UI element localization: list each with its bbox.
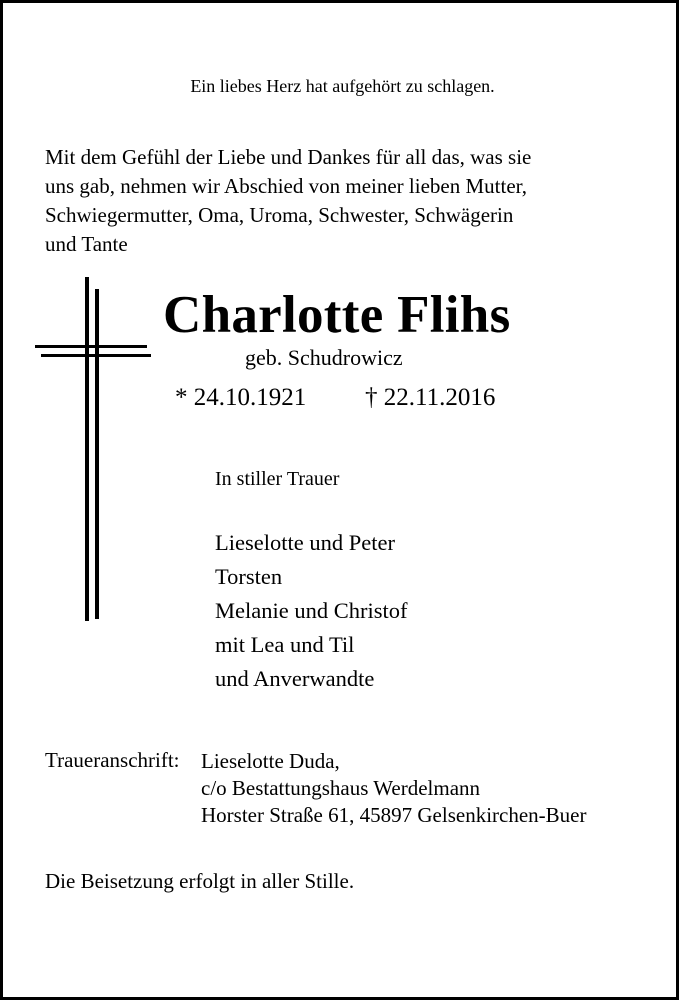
- address-block: [201, 748, 586, 829]
- paragraph-line: Mit dem Gefühl der Liebe und Dankes für all das, was sie: [45, 145, 532, 169]
- born-name: geb. Schudrowicz: [245, 345, 403, 370]
- intro-line: Ein liebes Herz hat aufgehört zu schlagen.: [190, 76, 495, 96]
- mourners-list: [215, 526, 407, 696]
- farewell-paragraph: [45, 143, 645, 259]
- paragraph-line: Schwiegermutter, Oma, Uroma, Schwester, Schwägerin: [45, 203, 514, 227]
- paragraph-line: und Tante: [45, 232, 128, 256]
- mourner: und Anverwandte: [215, 666, 375, 691]
- birth-date: * 24.10.1921: [175, 384, 307, 411]
- death-date: † 22.11.2016: [365, 384, 496, 411]
- address-line: c/o Bestattungshaus Werdelmann: [201, 776, 481, 800]
- deceased-name: Charlotte Flihs: [163, 286, 511, 344]
- mourner: Torsten: [215, 564, 283, 589]
- address-line: Lieselotte Duda,: [201, 749, 340, 773]
- burial-note: Die Beisetzung erfolgt in aller Stille.: [45, 869, 355, 893]
- mourner: mit Lea und Til: [215, 632, 355, 657]
- mourning-label: In stiller Trauer: [215, 468, 340, 490]
- address-line: Horster Straße 61, 45897 Gelsenkirchen-Buer: [201, 803, 587, 827]
- cross-icon: [31, 273, 155, 623]
- mourner: Lieselotte und Peter: [215, 530, 395, 555]
- address-label: Traueranschrift:: [45, 748, 180, 772]
- mourner: Melanie und Christof: [215, 598, 408, 623]
- paragraph-line: uns gab, nehmen wir Abschied von meiner lieben Mutter,: [45, 174, 528, 198]
